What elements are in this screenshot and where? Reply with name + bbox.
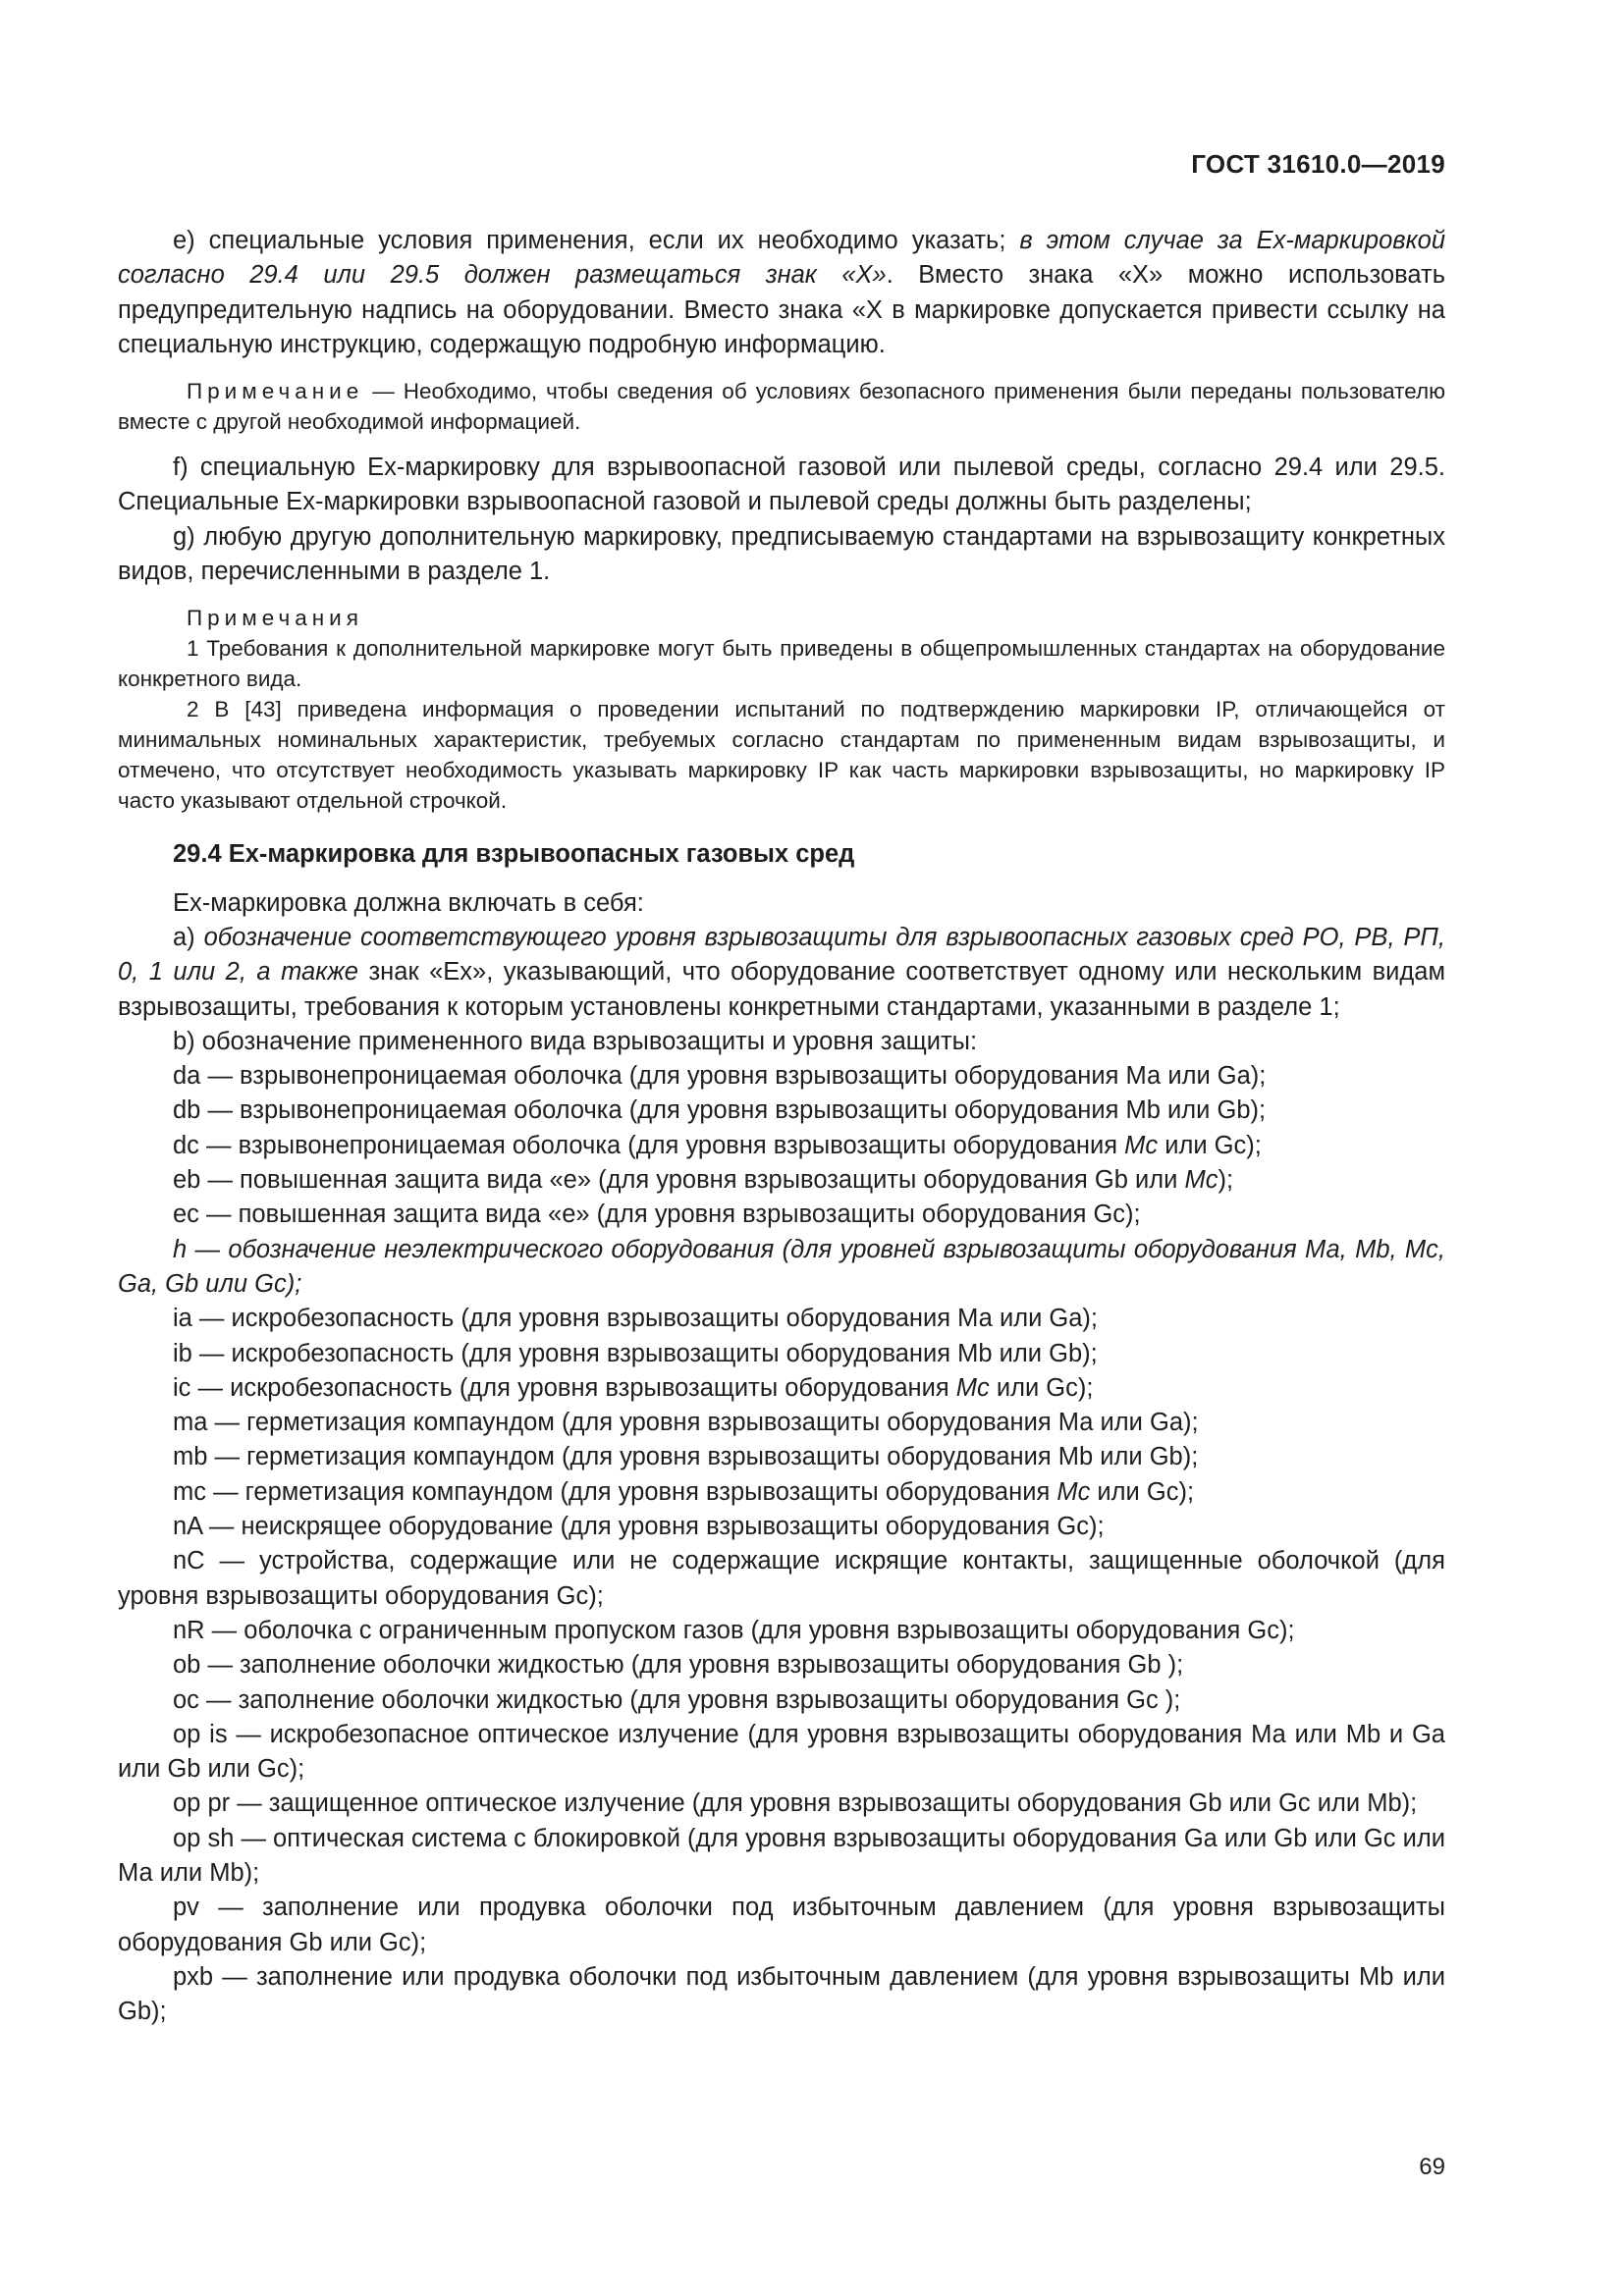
paragraph-g: g) любую другую дополнительную маркировку, предписываемую стандартами на взрывозащиту конкретных видов, перечисленными в разделе 1. [118,522,1445,586]
item-eb-b: ); [1218,1166,1234,1195]
item-nR: nR — оболочка с ограниченным пропуском газов (для уровня взрывозащиты оборудования Gc); [173,1616,1295,1644]
item-a-rest: знак «Ex», указывающий, что оборудование соответствует одному или нескольким видам взрывозащиты, требования к которым установлены конкретными стандартами, указанными в разделе 1; [118,958,1446,1021]
item-eb [118,1163,1445,1198]
item-oc: oc — заполнение оболочки жидкостью (для уровня взрывозащиты оборудования Gc ); [173,1685,1181,1714]
notes-label-text: Примечания [187,606,363,631]
item-op-pr: op pr — защищенное оптическое излучение (для уровня взрывозащиты оборудования Gb или Gc или Mb); [173,1789,1418,1818]
page-number: 69 [1419,2154,1445,2180]
item-nA: nA — неискрящее оборудование (для уровня взрывозащиты оборудования Gc); [173,1513,1105,1541]
item-a-italic: обозначение соответствующего уровня взрывозащиты для взрывоопасных газовых сред PO, PB, PП, 0, 1 или 2, а также [118,923,1445,987]
paragraph-f: f) специальную Ex-маркировку для взрывоопасной газовой или пылевой среды, согласно 29.4 или 29.5. Специальные Ex-маркировки взрывоопасной газовой и пылевой среды должны быть разделены; [118,454,1445,516]
item-b: b) обозначение примененного вида взрывозащиты и уровня защиты: [173,1027,978,1055]
item-ma: ma — герметизация компаундом (для уровня взрывозащиты оборудования Ма или Ga); [173,1409,1199,1437]
item-pxb: pxb — заполнение или продувка оболочки под избыточным давлением (для уровня взрывозащиты Mb или Gb); [118,1962,1445,2026]
document-body [118,224,1445,2029]
item-a-prefix: a) [173,923,204,951]
item-mc-b: или Gc); [1090,1477,1195,1506]
paragraph-e-part1: е) специальные условия применения, если их необходимо указать; [173,227,1020,254]
item-da: da — взрывонепроницаемая оболочка (для уровня взрывозащиты оборудования Ма или Ga); [173,1062,1267,1091]
item-dc [118,1129,1445,1163]
item-mc-italic: Мс [1056,1477,1091,1506]
item-dc-a: dc — взрывонепроницаемая оболочка (для уровня взрывозащиты оборудования [173,1131,1125,1159]
item-ia: ia — искробезопасность (для уровня взрывозащиты оборудования Ма или Ga); [173,1305,1098,1333]
item-op-is: op is — искробезопасное оптическое излучение (для уровня взрывозащиты оборудования Ма или Mb и Ga или Gb или Gc); [118,1720,1445,1784]
item-nC: nC — устройства, содержащие или не содержащие искрящие контакты, защищенные оболочкой (для уровня взрывозащиты оборудования Gc); [118,1547,1445,1610]
item-eb-italic: Мс [1184,1166,1218,1195]
item-op-sh: op sh — оптическая система с блокировкой (для уровня взрывозащиты оборудования Ga или Gb или Gc или Ма или Mb); [118,1824,1445,1887]
paragraph-e-part2: . Вместо знака «Х» можно использовать предупредительную надпись на оборудовании. Вместо знака «X в маркировке допускается привести ссылку на специальную инструкцию, содержащую подробную информацию. [118,261,1445,358]
item-ic-a: ic — искробезопасность (для уровня взрывозащиты оборудования [173,1373,956,1402]
item-ic [118,1371,1445,1406]
note-item-1: 1 Требования к дополнительной маркировке могут быть приведены в общепромышленных стандартах на оборудование конкретного вида. [118,636,1445,692]
section-intro: Ex-маркировка должна включать в себя: [173,888,644,917]
item-eb-a: eb — повышенная защита вида «е» (для уровня взрывозащиты оборудования Gb или [173,1166,1185,1195]
item-dc-b: или Gc); [1158,1131,1262,1159]
item-db: db — взрывонепроницаемая оболочка (для уровня взрывозащиты оборудования Mb или Gb); [173,1096,1267,1125]
standard-header: ГОСТ 31610.0—2019 [1191,149,1445,179]
notes-label [118,603,1445,633]
item-pv: pv — заполнение или продувка оболочки под избыточным давлением (для уровня взрывозащиты оборудования Gb или Gc); [118,1894,1445,1956]
item-ic-b: или Gc); [989,1373,1094,1402]
note-1-text: — Необходимо, чтобы сведения об условиях безопасного применения были переданы пользователю вместе с другой необходимой информацией. [118,379,1445,435]
item-dc-italic: Мс [1124,1131,1159,1159]
note-item-2: 2 В [43] приведена информация о проведении испытаний по подтверждению маркировки IP, отличающейся от минимальных номинальных характеристик, требуемых согласно стандартам по примененным видам взрывозащиты, и отмечено, что отсутствует необходимость указывать маркировку IP как часть маркировки взрывозащиты, но маркировку IP часто указывают отдельной строчкой. [118,697,1445,814]
item-mc [118,1475,1445,1510]
paragraph-e [118,224,1445,362]
item-h: h — обозначение неэлектрического оборудования (для уровней взрывозащиты оборудования Ма, Mb, Мс, Ga, Gb или Gc); [118,1235,1445,1298]
section-heading: 29.4 Ex-маркировка для взрывоопасных газовых сред [173,840,855,869]
item-ob: ob — заполнение оболочки жидкостью (для уровня взрывозащиты оборудования Gb ); [173,1651,1184,1680]
note-1-label: Примечание [187,379,364,404]
item-ic-italic: Мс [955,1373,990,1402]
item-mb: mb — герметизация компаундом (для уровня взрывозащиты оборудования Mb или Gb); [173,1443,1199,1471]
item-ib: ib — искробезопасность (для уровня взрывозащиты оборудования Mb или Gb); [173,1339,1098,1367]
note-1 [118,376,1445,437]
item-a [118,921,1445,1025]
item-ec: ec — повышенная защита вида «е» (для уровня взрывозащиты оборудования Gc); [173,1201,1141,1229]
paragraph-e-italic: в этом случае за Ex-маркировкой согласно 29.4 или 29.5 должен размещаться знак «Х» [118,227,1446,290]
item-mc-a: mc — герметизация компаундом (для уровня взрывозащиты оборудования [173,1477,1057,1506]
